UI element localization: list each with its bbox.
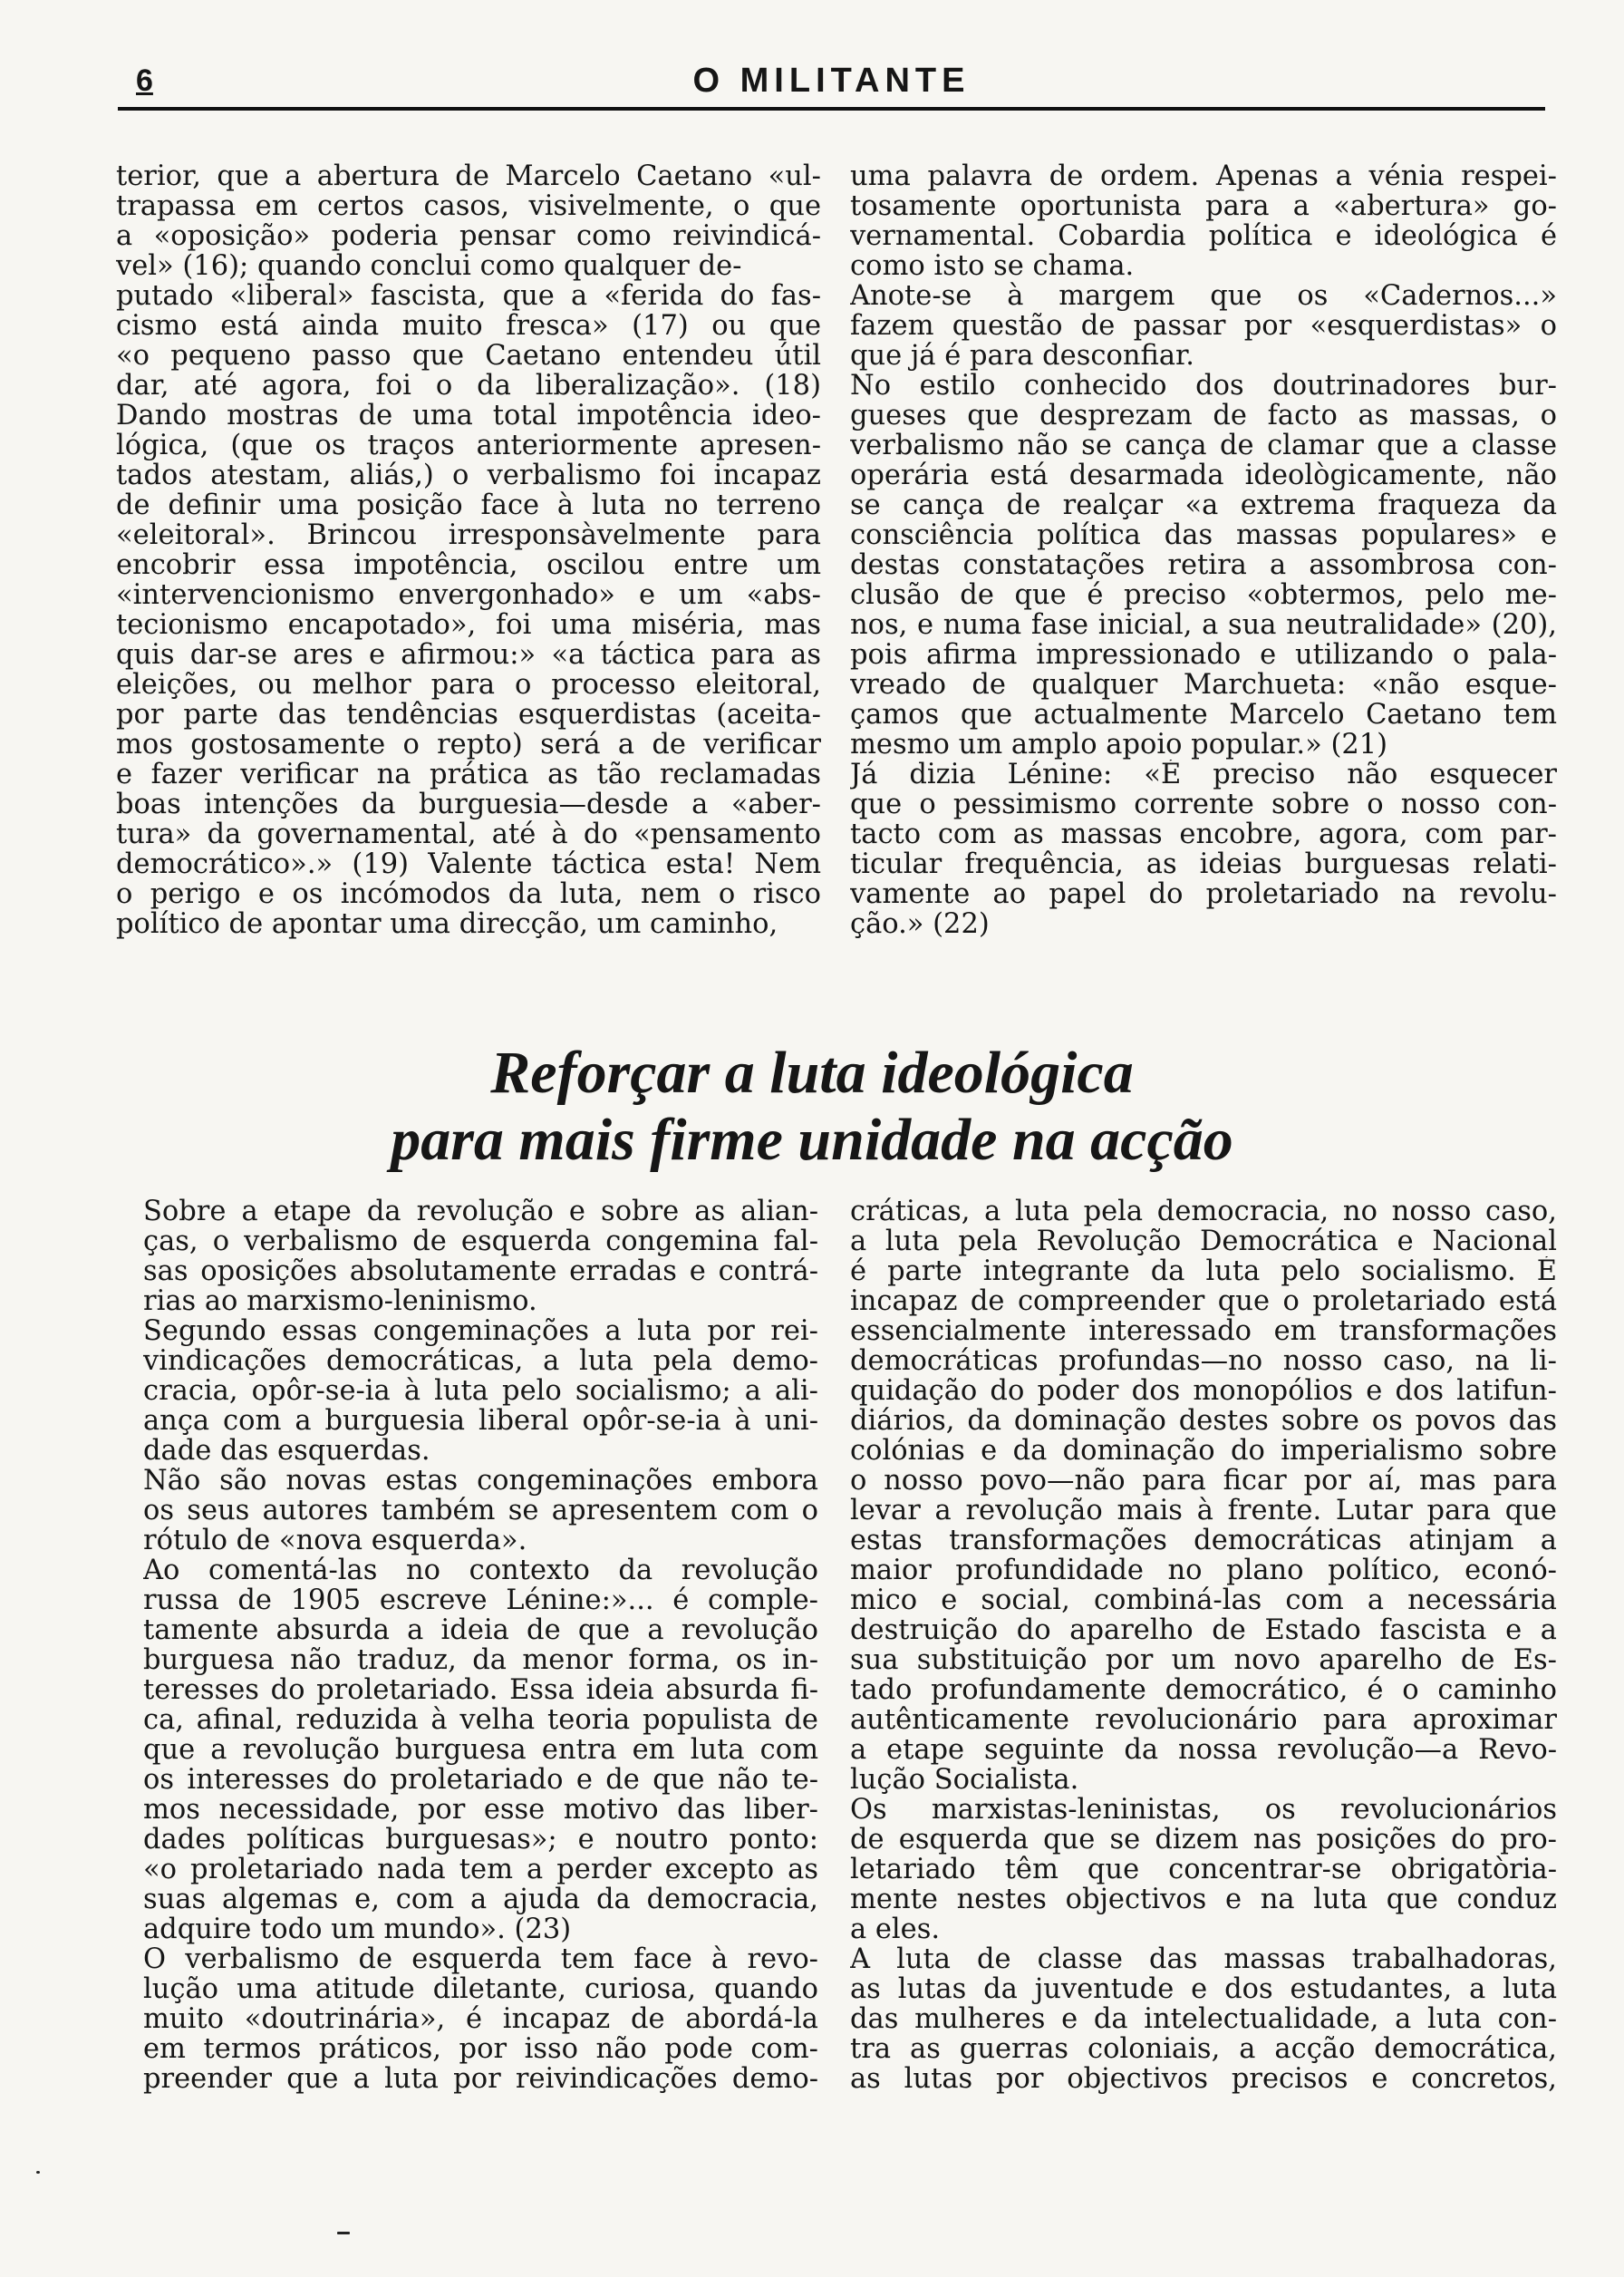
text-line: clusão de que é preciso «obtermos, pelo me- [850,580,1557,610]
text-line: Já dizia Lénine: «É preciso não esquecer [850,760,1557,790]
text-line: No estilo conhecido dos doutrinadores bur- [850,371,1557,401]
text-line: a eles. [850,1914,941,1944]
text-line: o nosso povo—não para ficar por aí, mas para [850,1466,1557,1496]
text-line: vamente ao papel do proletariado na revolu- [850,879,1557,909]
text-line: diários, da dominação destes sobre os povos das [850,1406,1557,1436]
text-line: sua substituição por um novo aparelho de Es- [850,1645,1557,1675]
text-line: de esquerda que se dizem nas posições do pro- [850,1825,1557,1855]
text-line: essencialmente interessado em transformações [850,1316,1557,1346]
text-line: ticular frequência, as ideias burguesas relati- [850,849,1557,879]
page-header [118,56,1545,111]
text-line: letariado têm que concentrar-se obrigatòria- [850,1855,1557,1885]
text-line: adquire todo um mundo». (23) [143,1914,572,1944]
text-line: cracia, opôr-se-ia à luta pelo socialismo; a ali- [143,1376,818,1406]
text-line: eleições, ou melhor para o processo eleitoral, [116,670,821,700]
text-line: tra as guerras coloniais, a acção democrática, [850,2034,1557,2064]
text-line: ção.» (22) [850,909,990,939]
text-line: «eleitoral». Brincou irresponsàvelmente para [116,520,821,550]
text-line: das mulheres e da intelectualidade, a luta con- [850,2004,1557,2034]
text-line: os interesses do proletariado e de que não te- [143,1765,818,1795]
text-line: a etape seguinte da nossa revolução—a Revo- [850,1735,1557,1765]
text-line: maior profundidade no plano político, econó- [850,1555,1557,1585]
text-line: que o pessimismo corrente sobre o nosso con- [850,790,1557,819]
text-line: tecionismo encapotado», foi uma miséria, mas [116,610,821,640]
text-line: de definir uma posição face à luta no terreno [116,490,821,520]
text-line: terior, que a abertura de Marcelo Caetano «ul- [116,161,821,191]
text-line: nos, e numa fase inicial, a sua neutralidade» (20), [850,610,1557,640]
print-speck [36,2171,40,2174]
text-line: tosamente oportunista para a «abertura» go- [850,191,1557,221]
text-line: cráticas, a luta pela democracia, no nosso caso, [850,1197,1557,1226]
text-line: que já é para desconfiar. [850,341,1194,371]
text-line: tados atestam, aliás,) o verbalismo foi incapaz [116,460,821,490]
text-line: Segundo essas congeminações a luta por rei- [143,1316,818,1346]
text-line: quidação do poder dos monopólios e dos latifun- [850,1376,1557,1406]
text-line: em termos práticos, por isso não pode com- [143,2034,818,2064]
text-line: vindicações democráticas, a luta pela demo- [143,1346,818,1376]
text-line: «intervencionismo envergonhado» e um «abs- [116,580,821,610]
text-line: lógica, (que os traços anteriormente apresen- [116,431,821,460]
text-line: tado profundamente democrático, é o caminho [850,1675,1557,1705]
text-line: autênticamente revolucionário para aproximar [850,1705,1557,1735]
text-line: estas transformações democráticas atinjam a [850,1526,1557,1555]
text-line: mente nestes objectivos e na luta que conduz [850,1885,1557,1914]
main-article-right-column [850,1197,1557,2094]
text-line: Sobre a etape da revolução e sobre as alian- [143,1197,818,1226]
text-line: a «oposição» poderia pensar como reivindicá- [116,221,821,251]
text-line: é parte integrante da luta pelo socialismo. É [850,1256,1557,1286]
text-line: as lutas da juventude e dos estudantes, a luta [850,1974,1557,2004]
text-line: russa de 1905 escreve Lénine:»... é comple- [143,1585,818,1615]
text-line: destas constatações retira a assombrosa con- [850,550,1557,580]
text-line: rótulo de «nova esquerda». [143,1526,527,1555]
text-line: «o proletariado nada tem a perder excepto as [143,1855,818,1885]
text-line: muito «doutrinária», é incapaz de abordá-la [143,2004,818,2034]
text-line: as lutas por objectivos precisos e concretos, [850,2064,1557,2094]
text-line: lução uma atitude diletante, curiosa, quando [143,1974,818,2004]
text-line: encobrir essa impotência, oscilou entre um [116,550,821,580]
text-line: a luta pela Revolução Democrática e Nacional [850,1226,1557,1256]
text-line: dade das esquerdas. [143,1436,430,1466]
text-line: vreado de qualquer Marchueta: «não esque- [850,670,1557,700]
text-line: Anote-se à margem que os «Cadernos...» [850,281,1557,311]
text-line: dades políticas burguesas»; e noutro ponto: [143,1825,818,1855]
text-line: teresses do proletariado. Essa ideia absurda fi- [143,1675,818,1705]
text-line: consciência política das massas populares» e [850,520,1557,550]
text-line: «o pequeno passo que Caetano entendeu útil [116,341,821,371]
publication-title: O MILITANTE [692,62,971,100]
text-line: por parte das tendências esquerdistas (aceita- [116,700,821,730]
text-line: o perigo e os incómodos da luta, nem o risco [116,879,821,909]
text-line: os seus autores também se apresentem com o [143,1496,818,1526]
text-line: colónias e da dominação do imperialismo sobre [850,1436,1557,1466]
text-line: Ao comentá-las no contexto da revolução [143,1555,818,1585]
text-line: quis dar-se ares e afirmou:» «a táctica para as [116,640,821,670]
text-line: mesmo um amplo apoio popular.» (21) [850,730,1388,760]
text-line: rias ao marxismo-leninismo. [143,1286,537,1316]
text-line: uma palavra de ordem. Apenas a vénia respei- [850,161,1557,191]
text-line: O verbalismo de esquerda tem face à revo- [143,1944,818,1974]
print-speck [337,2232,350,2234]
text-line: preender que a luta por reivindicações demo- [143,2064,818,2094]
text-line: e fazer verificar na prática as tão reclamadas [116,760,821,790]
text-line: boas intenções da burguesia—desde a «aber- [116,790,821,819]
text-line: pois afirma impressionado e utilizando o pala- [850,640,1557,670]
text-line: vel» (16); quando conclui como qualquer de- [116,251,742,281]
text-line: levar a revolução mais à frente. Lutar para que [850,1496,1557,1526]
text-line: operária está desarmada ideològicamente, não [850,460,1557,490]
page-number: 6 [136,63,153,98]
main-headline-line-1: Reforçar a luta ideológica [490,1040,1134,1106]
text-line: sas oposições absolutamente erradas e contrá- [143,1256,818,1286]
text-line: ças, o verbalismo de esquerda congemina fal- [143,1226,818,1256]
text-line: democrático».» (19) Valente táctica esta! Nem [116,849,821,879]
top-article-left-column [116,161,821,939]
text-line: suas algemas e, com a ajuda da democracia, [143,1885,818,1914]
text-line: destruição do aparelho de Estado fascista e a [850,1615,1557,1645]
text-line: tacto com as massas encobre, agora, com par- [850,819,1557,849]
text-line: çamos que actualmente Marcelo Caetano tem [850,700,1557,730]
text-line: Dando mostras de uma total impotência ideo- [116,401,821,431]
text-line: verbalismo não se cança de clamar que a classe [850,431,1557,460]
main-headline-line-2: para mais firme unidade na acção [391,1107,1233,1173]
text-line: que a revolução burguesa entra em luta com [143,1735,818,1765]
text-line: fazem questão de passar por «esquerdistas» o [850,311,1557,341]
text-line: cismo está ainda muito fresca» (17) ou que [116,311,821,341]
text-line: incapaz de compreender que o proletariado está [850,1286,1557,1316]
text-line: como isto se chama. [850,251,1135,281]
text-line: mico e social, combiná-las com a necessária [850,1585,1557,1615]
text-line: Os marxistas-leninistas, os revolucionários [850,1795,1557,1825]
text-line: putado «liberal» fascista, que a «ferida do fas- [116,281,821,311]
text-line: político de apontar uma direcção, um caminho, [116,909,778,939]
top-article-right-column [850,161,1557,939]
text-line: lução Socialista. [850,1765,1079,1795]
text-line: trapassa em certos casos, visivelmente, o que [116,191,821,221]
text-line: tamente absurda a ideia de que a revolução [143,1615,818,1645]
text-line: Não são novas estas congeminações embora [143,1466,818,1496]
text-line: gueses que desprezam de facto as massas, o [850,401,1557,431]
text-line: A luta de classe das massas trabalhadoras, [850,1944,1557,1974]
text-line: se cança de realçar «a extrema fraqueza da [850,490,1557,520]
text-line: burguesa não traduz, da menor forma, os in- [143,1645,818,1675]
text-line: ca, afinal, reduzida à velha teoria populista de [143,1705,818,1735]
text-line: mos gostosamente o repto) será a de verificar [116,730,821,760]
text-line: ança com a burguesia liberal opôr-se-ia à uni- [143,1406,818,1436]
text-line: democráticas profundas—no nosso caso, na li- [850,1346,1557,1376]
text-line: mos necessidade, por esse motivo das liber- [143,1795,818,1825]
text-line: vernamental. Cobardia política e ideológica é [850,221,1557,251]
text-line: dar, até agora, foi o da liberalização». (18) [116,371,821,401]
main-article-left-column [143,1197,818,2094]
text-line: tura» da governamental, até à do «pensamento [116,819,821,849]
